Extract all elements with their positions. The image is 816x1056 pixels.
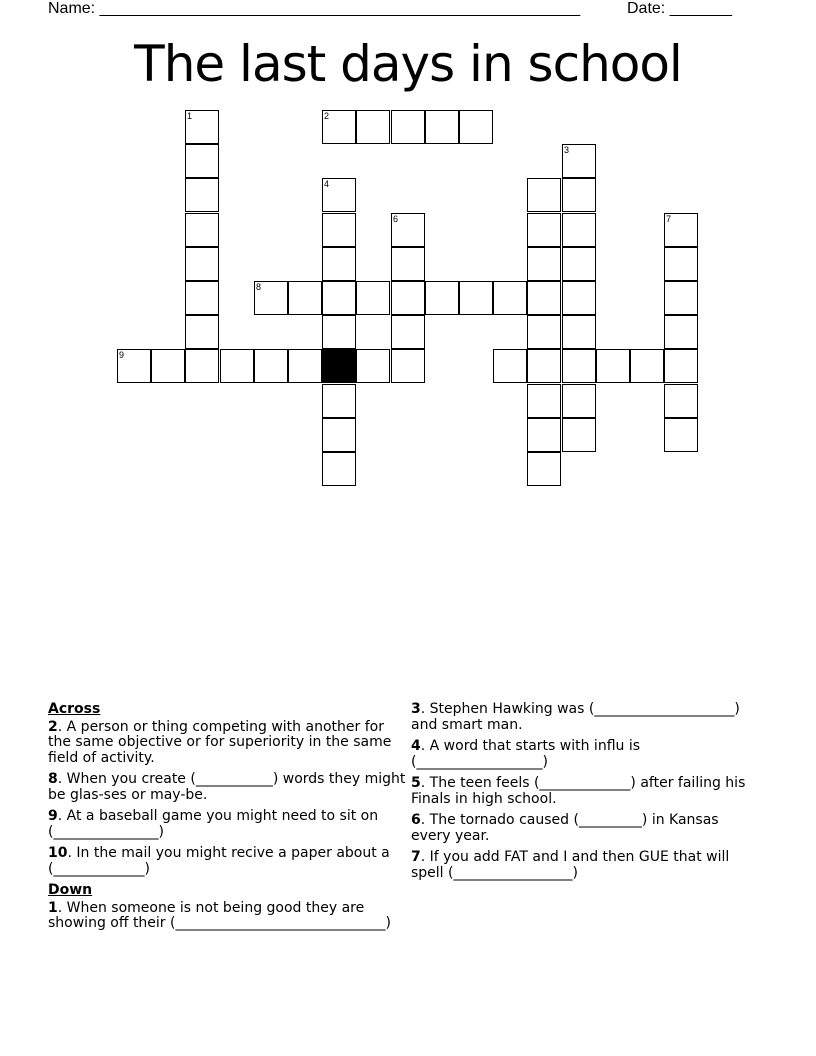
- clue-text: When you create (___________) words they might be glas-ses or may-be.: [48, 771, 406, 803]
- grid-cell[interactable]: [391, 281, 425, 315]
- grid-cell[interactable]: [185, 349, 219, 383]
- clue-number: 1: [187, 111, 193, 121]
- clue-number-label: 1: [48, 899, 58, 916]
- clue-number: 7: [666, 214, 672, 224]
- grid-cell[interactable]: [459, 281, 493, 315]
- grid-cell[interactable]: [288, 281, 322, 315]
- clue-number: 4: [324, 179, 330, 189]
- clue-text: At a baseball game you might need to sit on (_______________): [48, 808, 379, 840]
- clue-item: 2. A person or thing competing with another for the same objective or for superiority in the same field of activity.: [48, 718, 392, 766]
- grid-cell[interactable]: [527, 178, 561, 212]
- grid-cell[interactable]: [322, 452, 356, 486]
- grid-cell[interactable]: [493, 281, 527, 315]
- clue-text: Stephen Hawking was (____________________) and smart man.: [411, 701, 740, 733]
- clue-number: 3: [564, 145, 570, 155]
- grid-cell[interactable]: [322, 110, 356, 144]
- clue-text: The tornado caused (_________) in Kansas every year.: [411, 812, 719, 844]
- grid-cell[interactable]: [562, 281, 596, 315]
- grid-cell[interactable]: [356, 110, 390, 144]
- clue-number-label: 7: [411, 849, 421, 865]
- grid-cell[interactable]: [391, 213, 425, 247]
- clue-number: 6: [393, 214, 399, 224]
- grid-cell[interactable]: [562, 349, 596, 383]
- clue-number-label: 9: [48, 808, 58, 824]
- grid-cell[interactable]: [630, 349, 664, 383]
- clues-left-column: [48, 702, 406, 938]
- across-heading: Across: [48, 701, 101, 717]
- grid-cell[interactable]: [527, 247, 561, 281]
- down-clue-list-left: [48, 901, 406, 932]
- down-clue-list-right: [411, 702, 751, 881]
- clue-item: 8. When you create (___________) words they might be glas-ses or may-be.: [48, 771, 406, 803]
- grid-cell[interactable]: [322, 178, 356, 212]
- clue-number-label: 4: [411, 738, 421, 754]
- grid-cell[interactable]: [562, 315, 596, 349]
- grid-cell[interactable]: [185, 144, 219, 178]
- grid-cell[interactable]: [185, 213, 219, 247]
- clue-number-label: 5: [411, 775, 421, 791]
- grid-cell[interactable]: [596, 349, 630, 383]
- clue-text: A word that starts with influ is (__________________): [411, 738, 641, 770]
- clue-item: 4. A word that starts with influ is (__________________): [411, 738, 641, 770]
- grid-cell[interactable]: [562, 384, 596, 418]
- grid-cell[interactable]: [527, 418, 561, 452]
- black-cell: [322, 349, 356, 383]
- clues-right-column: [411, 702, 751, 887]
- grid-cell[interactable]: [254, 281, 288, 315]
- grid-cell[interactable]: [185, 178, 219, 212]
- grid-cell[interactable]: [220, 349, 254, 383]
- grid-cell[interactable]: [664, 281, 698, 315]
- clue-item: 6. The tornado caused (_________) in Kansas every year.: [411, 812, 719, 844]
- grid-cell[interactable]: [391, 247, 425, 281]
- grid-cell[interactable]: [185, 247, 219, 281]
- clue-text: If you add FAT and I and then GUE that will spell (_________________): [411, 849, 730, 881]
- clue-number-label: 8: [48, 771, 58, 787]
- grid-cell[interactable]: [356, 281, 390, 315]
- clue-number-label: 10: [48, 845, 68, 861]
- grid-cell[interactable]: [527, 315, 561, 349]
- grid-cell[interactable]: [459, 110, 493, 144]
- grid-cell[interactable]: [322, 384, 356, 418]
- grid-cell[interactable]: [322, 247, 356, 281]
- grid-cell[interactable]: [664, 213, 698, 247]
- grid-cell[interactable]: [185, 281, 219, 315]
- grid-cell[interactable]: [664, 384, 698, 418]
- grid-cell[interactable]: [391, 315, 425, 349]
- grid-cell[interactable]: [664, 418, 698, 452]
- clue-number-label: 3: [411, 701, 421, 717]
- clue-item: 3. Stephen Hawking was (____________________) and smart man.: [411, 701, 740, 733]
- grid-cell[interactable]: [562, 213, 596, 247]
- grid-cell[interactable]: [527, 213, 561, 247]
- grid-cell[interactable]: [391, 110, 425, 144]
- date-field-line: Date: _______: [627, 0, 732, 17]
- grid-cell[interactable]: [322, 213, 356, 247]
- clue-item: 9. At a baseball game you might need to sit on (_______________): [48, 808, 379, 840]
- crossword-grid: [0, 0, 816, 520]
- clue-item: 5. The teen feels (_____________) after failing his Finals in high school.: [411, 775, 746, 807]
- grid-cell[interactable]: [185, 110, 219, 144]
- grid-cell[interactable]: [527, 281, 561, 315]
- grid-cell[interactable]: [425, 281, 459, 315]
- clue-item: 7. If you add FAT and I and then GUE that will spell (_________________): [411, 849, 730, 881]
- grid-cell[interactable]: [562, 247, 596, 281]
- grid-cell[interactable]: [664, 349, 698, 383]
- grid-cell[interactable]: [425, 110, 459, 144]
- clue-number: 8: [256, 282, 262, 292]
- grid-cell[interactable]: [527, 452, 561, 486]
- grid-cell[interactable]: [322, 418, 356, 452]
- grid-cell[interactable]: [562, 418, 596, 452]
- clue-number: 2: [324, 111, 330, 121]
- page-title: The last days in school: [134, 35, 682, 93]
- across-clue-list: [48, 720, 406, 878]
- grid-cell[interactable]: [664, 315, 698, 349]
- grid-cell[interactable]: [185, 315, 219, 349]
- grid-cell[interactable]: [493, 349, 527, 383]
- grid-cell[interactable]: [562, 144, 596, 178]
- clue-text: When someone is not being good they are showing off their (______________________________): [48, 899, 391, 931]
- grid-cell[interactable]: [288, 349, 322, 383]
- grid-cell[interactable]: [117, 349, 151, 383]
- grid-cell[interactable]: [322, 315, 356, 349]
- grid-cell[interactable]: [527, 384, 561, 418]
- grid-cell[interactable]: [391, 349, 425, 383]
- grid-cell[interactable]: [664, 247, 698, 281]
- clue-text: The teen feels (_____________) after failing his Finals in high school.: [411, 775, 746, 807]
- down-heading: Down: [48, 882, 93, 898]
- clue-number-label: 6: [411, 812, 421, 828]
- clue-item: 1. When someone is not being good they are showing off their (______________________________): [48, 899, 391, 931]
- grid-cell[interactable]: [562, 178, 596, 212]
- grid-cell[interactable]: [527, 349, 561, 383]
- grid-cell[interactable]: [254, 349, 288, 383]
- name-field-line: Name: ______________________________________________________: [48, 0, 581, 17]
- clue-number-label: 2: [48, 718, 58, 735]
- grid-cell[interactable]: [356, 349, 390, 383]
- grid-cell[interactable]: [322, 281, 356, 315]
- clue-text: In the mail you might recive a paper about a (_____________): [48, 845, 390, 877]
- clue-number: 9: [119, 350, 125, 360]
- grid-cell[interactable]: [151, 349, 185, 383]
- clue-item: 10. In the mail you might recive a paper about a (_____________): [48, 845, 390, 877]
- clue-text: A person or thing competing with another for the same objective or for superiority in the same field of activity.: [48, 718, 392, 766]
